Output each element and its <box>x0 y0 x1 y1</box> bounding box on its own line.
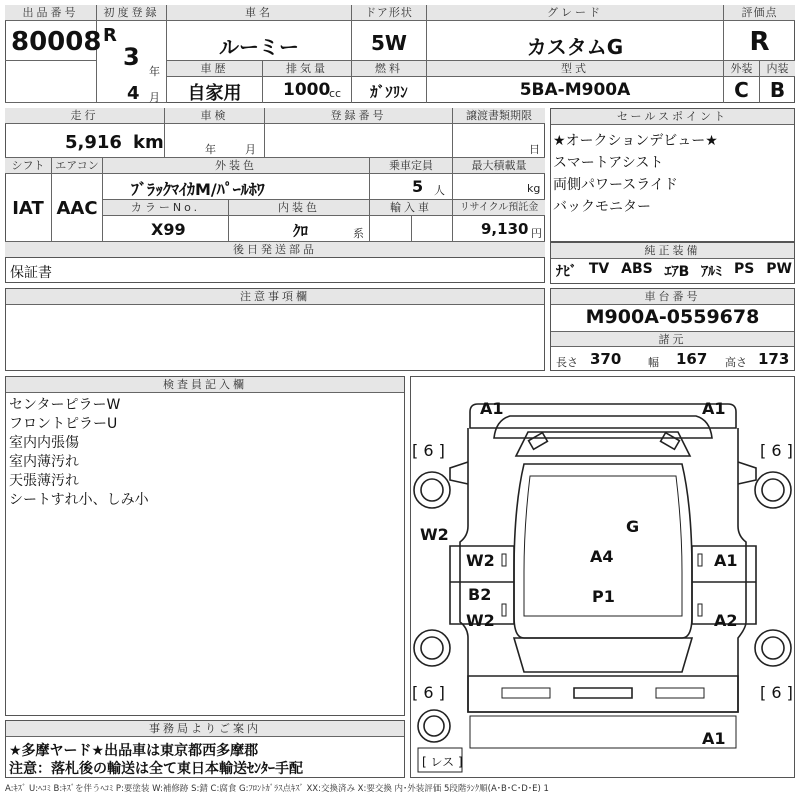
interior-label: 内装 <box>760 61 795 77</box>
reg-no-label: 登録番号 <box>265 108 452 124</box>
score-label: 評価点 <box>724 5 795 21</box>
inspection-year-unit: 年 <box>205 143 216 156</box>
history-label: 車歴 <box>167 61 262 77</box>
inspector-line-6: シートすれ小、しみ小 <box>9 492 149 508</box>
fuel: ｶﾞｿﾘﾝ <box>370 83 408 101</box>
color-label: 外装色 <box>103 158 369 174</box>
inspector-line-1: センターピラーW <box>9 397 121 413</box>
history-cell <box>167 61 263 103</box>
sales-label: セールスポイント <box>551 109 794 125</box>
reg-year: 3 <box>123 43 140 71</box>
inspection-month-unit: 月 <box>245 143 256 156</box>
transfer-day-unit: 日 <box>529 143 540 156</box>
damage-a2-right-rear-door: A2 <box>714 611 738 630</box>
damage-a1-front-right: A1 <box>702 399 726 418</box>
import-label: 輸入車 <box>370 200 452 216</box>
capacity-cell <box>370 158 453 200</box>
grade-label: グレード <box>427 5 723 21</box>
sales-item-2: スマートアシスト <box>553 155 664 171</box>
chassis-label: 車台番号 <box>551 289 794 305</box>
displacement-unit: cc <box>329 87 342 100</box>
inspector-line-4: 室内薄汚れ <box>9 454 79 470</box>
int-color-label: 内装色 <box>229 200 369 216</box>
equipment-item: ﾅﾋﾞ <box>556 264 577 280</box>
dims-label: 諸元 <box>551 331 794 347</box>
wheel-front-left <box>414 472 450 508</box>
sales-item-3: 両側パワースライド <box>553 177 678 193</box>
exterior-grade: C <box>734 78 749 102</box>
capacity-unit: 人 <box>434 184 445 197</box>
sales-item-1: ★オークションデビュー★ <box>553 133 718 149</box>
equipment-label: 純正装備 <box>551 243 794 259</box>
car-name-cell <box>167 5 352 61</box>
bracket-6-right-rear: [ 6 ] <box>760 683 793 702</box>
shift-cell <box>5 158 52 242</box>
bracket-6-left-rear: [ 6 ] <box>412 683 445 702</box>
capacity-label: 乗車定員 <box>370 158 452 174</box>
int-color-unit: 系 <box>353 227 364 240</box>
inspection-cell <box>165 108 265 158</box>
color: ﾌﾞﾗｯｸﾏｲｶM/ﾊﾟｰﾙﾎﾜ <box>131 180 265 199</box>
equipment-list <box>556 261 792 281</box>
transfer-cell <box>453 108 545 158</box>
grade-cell <box>427 5 724 61</box>
office-line-2: 注意：落札後の輸送は全て東日本輸送ｾﾝﾀｰ手配 <box>9 761 303 777</box>
equipment-item: ABS <box>621 261 653 277</box>
model-cell <box>427 61 724 103</box>
mileage-label: 走行 <box>5 108 164 124</box>
interior-cell <box>760 61 795 103</box>
rear-lamp-outline <box>574 688 632 698</box>
door-type: 5W <box>371 31 407 55</box>
int-color: ｸﾛ <box>293 222 309 240</box>
shift: IAT <box>12 198 44 219</box>
left-mirror-outline <box>450 462 468 484</box>
notes-label: 注意事項欄 <box>6 289 544 305</box>
month-unit: 月 <box>149 91 160 104</box>
damage-a1-rear: A1 <box>702 729 726 748</box>
door-cell <box>352 5 427 61</box>
grade: カスタムG <box>526 35 624 59</box>
inspector-label: 検査員記入欄 <box>6 377 404 393</box>
damage-a1-front-left: A1 <box>480 399 504 418</box>
length-label: 長さ <box>556 356 578 369</box>
right-mirror-outline <box>738 462 756 484</box>
load-cell <box>453 158 545 200</box>
sales-item-4: バックモニター <box>553 199 651 215</box>
body-outline <box>460 428 746 712</box>
damage-w2-left-rear-door: W2 <box>466 611 495 630</box>
wheel-rear-left <box>414 630 450 666</box>
inspection-label: 車検 <box>165 108 264 124</box>
color-no-label: カラーNo. <box>103 200 228 216</box>
displacement: 1000 <box>283 80 331 100</box>
mileage: 5,916 <box>65 132 122 153</box>
import-cell <box>370 200 453 242</box>
score: R <box>749 27 770 57</box>
inspector-line-2: フロントピラーU <box>9 416 118 432</box>
damage-w2-left-front-door: W2 <box>466 551 495 570</box>
bracket-6-left-front: [ 6 ] <box>412 441 445 460</box>
lot-cell <box>5 5 102 61</box>
fuel-cell <box>352 61 427 103</box>
first-reg-label: 初度登録 <box>97 5 166 21</box>
chassis-number: M900A-0559678 <box>585 306 760 328</box>
width-label: 幅 <box>648 356 659 369</box>
inspector-line-5: 天張薄汚れ <box>9 473 79 489</box>
ac: AAC <box>56 198 98 219</box>
legend: A:ｷｽﾞ U:ﾍｺﾐ B:ｷｽﾞを伴うﾍｺﾐ P:要塗装 W:補修跡 S:錆 C:腐食 G:ﾌﾛﾝﾄｶﾞﾗｽ点ｷｽﾞ XX:交換済み X:要交換 内･外装評価 5段階ﾗﾝｸ順(A･B･C･D･E) 1 <box>5 784 549 794</box>
score-cell <box>724 5 795 61</box>
mileage-unit: km <box>133 132 164 153</box>
mileage-cell <box>5 108 165 158</box>
reg-no-cell <box>265 108 453 158</box>
exterior-cell <box>724 61 760 103</box>
office-label: 事務局よりご案内 <box>6 721 404 737</box>
rear-bumper-outline <box>468 676 738 712</box>
car-diagram <box>410 376 795 778</box>
car-name: ルーミー <box>219 35 299 59</box>
damage-b2-left-rear-door: B2 <box>468 585 492 604</box>
rear-window-outline <box>514 638 692 672</box>
later-parts-label: 後日発送部品 <box>5 242 545 258</box>
equipment-item: PW <box>766 261 792 277</box>
equipment-item: PS <box>734 261 755 277</box>
load-label: 最大積載量 <box>453 158 545 174</box>
car-name-label: 車名 <box>167 5 351 21</box>
damage-g-windshield: G <box>626 517 640 536</box>
recycle-unit: 円 <box>531 227 542 240</box>
color-no-cell <box>103 200 229 242</box>
first-reg-cell <box>97 5 167 103</box>
recycle-cell <box>453 200 545 242</box>
history: 自家用 <box>187 83 242 104</box>
load-unit: kg <box>527 182 541 195</box>
spare-wheel <box>418 710 450 742</box>
fuel-label: 燃料 <box>352 61 426 77</box>
bracket-6-right-front: [ 6 ] <box>760 441 793 460</box>
wheel-front-right <box>755 472 791 508</box>
damage-w2-left-pillar: W2 <box>420 525 449 544</box>
lot-label: 出品番号 <box>5 5 96 21</box>
int-color-cell <box>229 200 370 242</box>
model: 5BA-M900A <box>519 80 631 100</box>
equipment-item: ｱﾙﾐ <box>701 264 723 280</box>
ac-cell <box>52 158 103 242</box>
capacity: 5 <box>412 177 424 196</box>
inspector-line-3: 室内内張傷 <box>9 435 79 451</box>
year-unit: 年 <box>149 65 160 78</box>
interior-grade: B <box>769 78 786 102</box>
lot-empty-cell <box>5 61 97 103</box>
displacement-label: 排気量 <box>263 61 351 77</box>
lot-number: 80008 <box>11 27 102 57</box>
later-parts-box <box>5 257 545 283</box>
color-cell <box>103 158 370 200</box>
rear-label: [ レス ] <box>422 755 463 769</box>
damage-a1-right-front-door: A1 <box>714 551 738 570</box>
later-parts-text: 保証書 <box>10 265 52 281</box>
model-label: 型式 <box>427 61 723 77</box>
ac-label: エアコン <box>52 158 102 174</box>
recycle-fee: 9,130 <box>481 220 529 238</box>
door-label: ドア形状 <box>352 5 426 21</box>
era: R <box>103 25 117 46</box>
color-no: X99 <box>151 220 186 239</box>
equipment-item: ｴｱB <box>664 264 690 280</box>
height-label: 高さ <box>725 356 747 369</box>
length: 370 <box>590 350 622 368</box>
damage-a4-roof: A4 <box>590 547 614 566</box>
shift-label: シフト <box>5 158 51 174</box>
equipment-item: TV <box>588 261 610 277</box>
exterior-label: 外装 <box>724 61 759 77</box>
reg-month: 4 <box>127 83 140 104</box>
recycle-label: リサイクル預託金 <box>453 200 545 216</box>
office-line-1: ★多摩ヤード★出品車は東京都西多摩郡 <box>9 743 259 759</box>
displacement-cell <box>263 61 352 103</box>
damage-p1-roof: P1 <box>592 587 615 606</box>
wheel-rear-right <box>755 630 791 666</box>
transfer-label: 譲渡書類期限 <box>453 108 545 124</box>
width: 167 <box>676 350 708 368</box>
height: 173 <box>758 350 790 368</box>
